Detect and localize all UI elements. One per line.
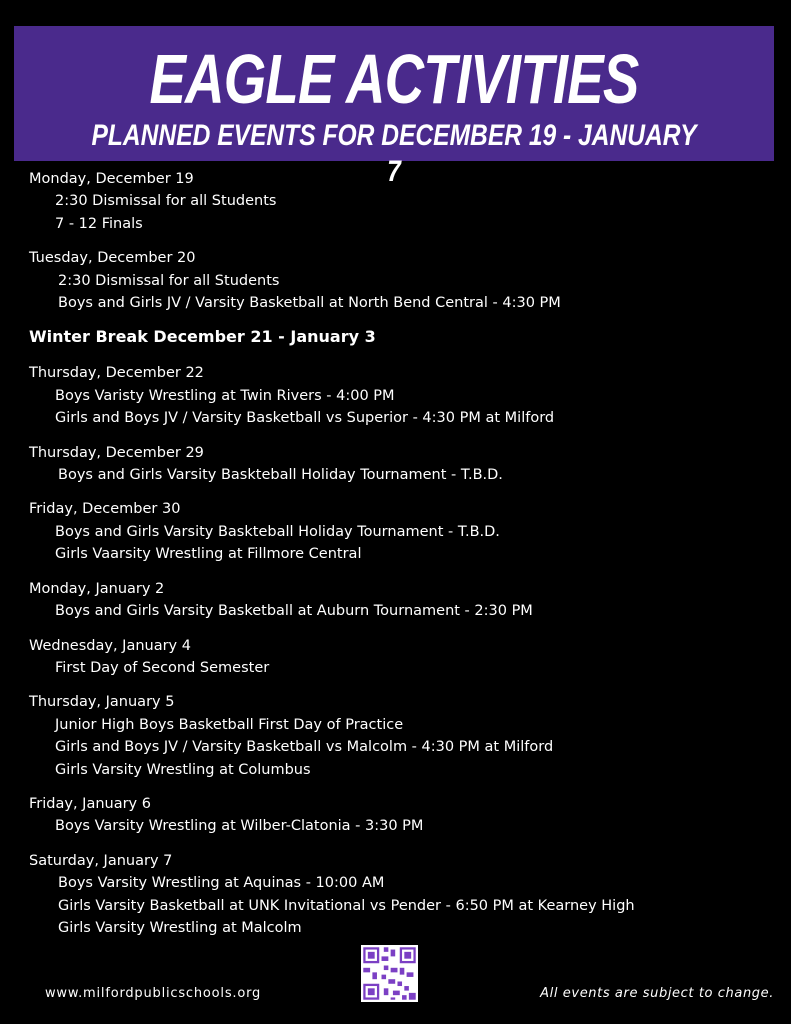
qr-code-icon[interactable]	[361, 945, 418, 1002]
event-item: Girls Varsity Basketball at UNK Invitational vs Pender - 6:50 PM at Kearney High	[58, 897, 635, 914]
day-block	[29, 850, 769, 940]
day-date: Thursday, December 29	[29, 444, 204, 461]
day-block	[29, 635, 769, 680]
day-date: Friday, December 30	[29, 501, 181, 518]
event-item: Girls Varsity Wrestling at Columbus	[55, 761, 311, 778]
day-date: Friday, January 6	[29, 795, 151, 812]
event-item: 2:30 Dismissal for all Students	[55, 193, 277, 210]
day-block	[29, 498, 769, 565]
event-item: First Day of Second Semester	[55, 659, 270, 676]
disclaimer-note: All events are subject to change.	[540, 986, 774, 1001]
day-block	[29, 362, 769, 429]
day-block	[29, 578, 769, 623]
event-item: Girls Varsity Wrestling at Malcolm	[58, 919, 302, 936]
day-date: Monday, January 2	[29, 580, 165, 597]
event-item: Boys and Girls Varsity Baskteball Holiday Tournament - T.B.D.	[55, 523, 500, 540]
event-item: Boys Varsity Wrestling at Wilber-Clatonia - 3:30 PM	[55, 818, 424, 835]
day-date: Monday, December 19	[29, 171, 194, 187]
day-block	[29, 168, 769, 235]
day-block	[29, 442, 769, 487]
page-title: EAGLE ACTIVITIES	[149, 40, 639, 118]
event-item: Boys and Girls Varsity Basketball at Auburn Tournament - 2:30 PM	[55, 603, 533, 620]
event-item: Girls Vaarsity Wrestling at Fillmore Central	[55, 546, 362, 563]
event-item: Boys and Girls Varsity Baskteball Holiday Tournament - T.B.D.	[58, 467, 503, 484]
day-date: Thursday, January 5	[29, 694, 175, 711]
events-list	[29, 168, 769, 951]
event-item: Junior High Boys Basketball First Day of Practice	[55, 716, 404, 733]
event-item: Boys Varisty Wrestling at Twin Rivers - 4:00 PM	[55, 387, 395, 404]
day-date: Tuesday, December 20	[29, 250, 196, 267]
day-block	[29, 691, 769, 781]
event-item: 7 - 12 Finals	[55, 215, 143, 232]
website-link[interactable]: www.milfordpublicschools.org	[45, 986, 262, 1001]
page-subtitle: PLANNED EVENTS FOR DECEMBER 19 - JANUARY 7	[91, 119, 697, 188]
event-item: Girls and Boys JV / Varsity Basketball vs Malcolm - 4:30 PM at Milford	[55, 739, 554, 756]
day-date: Thursday, December 22	[29, 365, 204, 382]
event-item: Boys Varsity Wrestling at Aquinas - 10:00 AM	[58, 875, 385, 892]
event-item: Girls and Boys JV / Varsity Basketball vs Superior - 4:30 PM at Milford	[55, 410, 555, 427]
day-date: Wednesday, January 4	[29, 637, 191, 654]
day-block	[29, 247, 769, 314]
day-date: Saturday, January 7	[29, 852, 173, 869]
winter-break-heading: Winter Break December 21 - January 3	[29, 327, 376, 347]
event-item: 2:30 Dismissal for all Students	[58, 272, 280, 289]
event-item: Boys and Girls JV / Varsity Basketball at North Bend Central - 4:30 PM	[58, 295, 561, 312]
day-block	[29, 793, 769, 838]
